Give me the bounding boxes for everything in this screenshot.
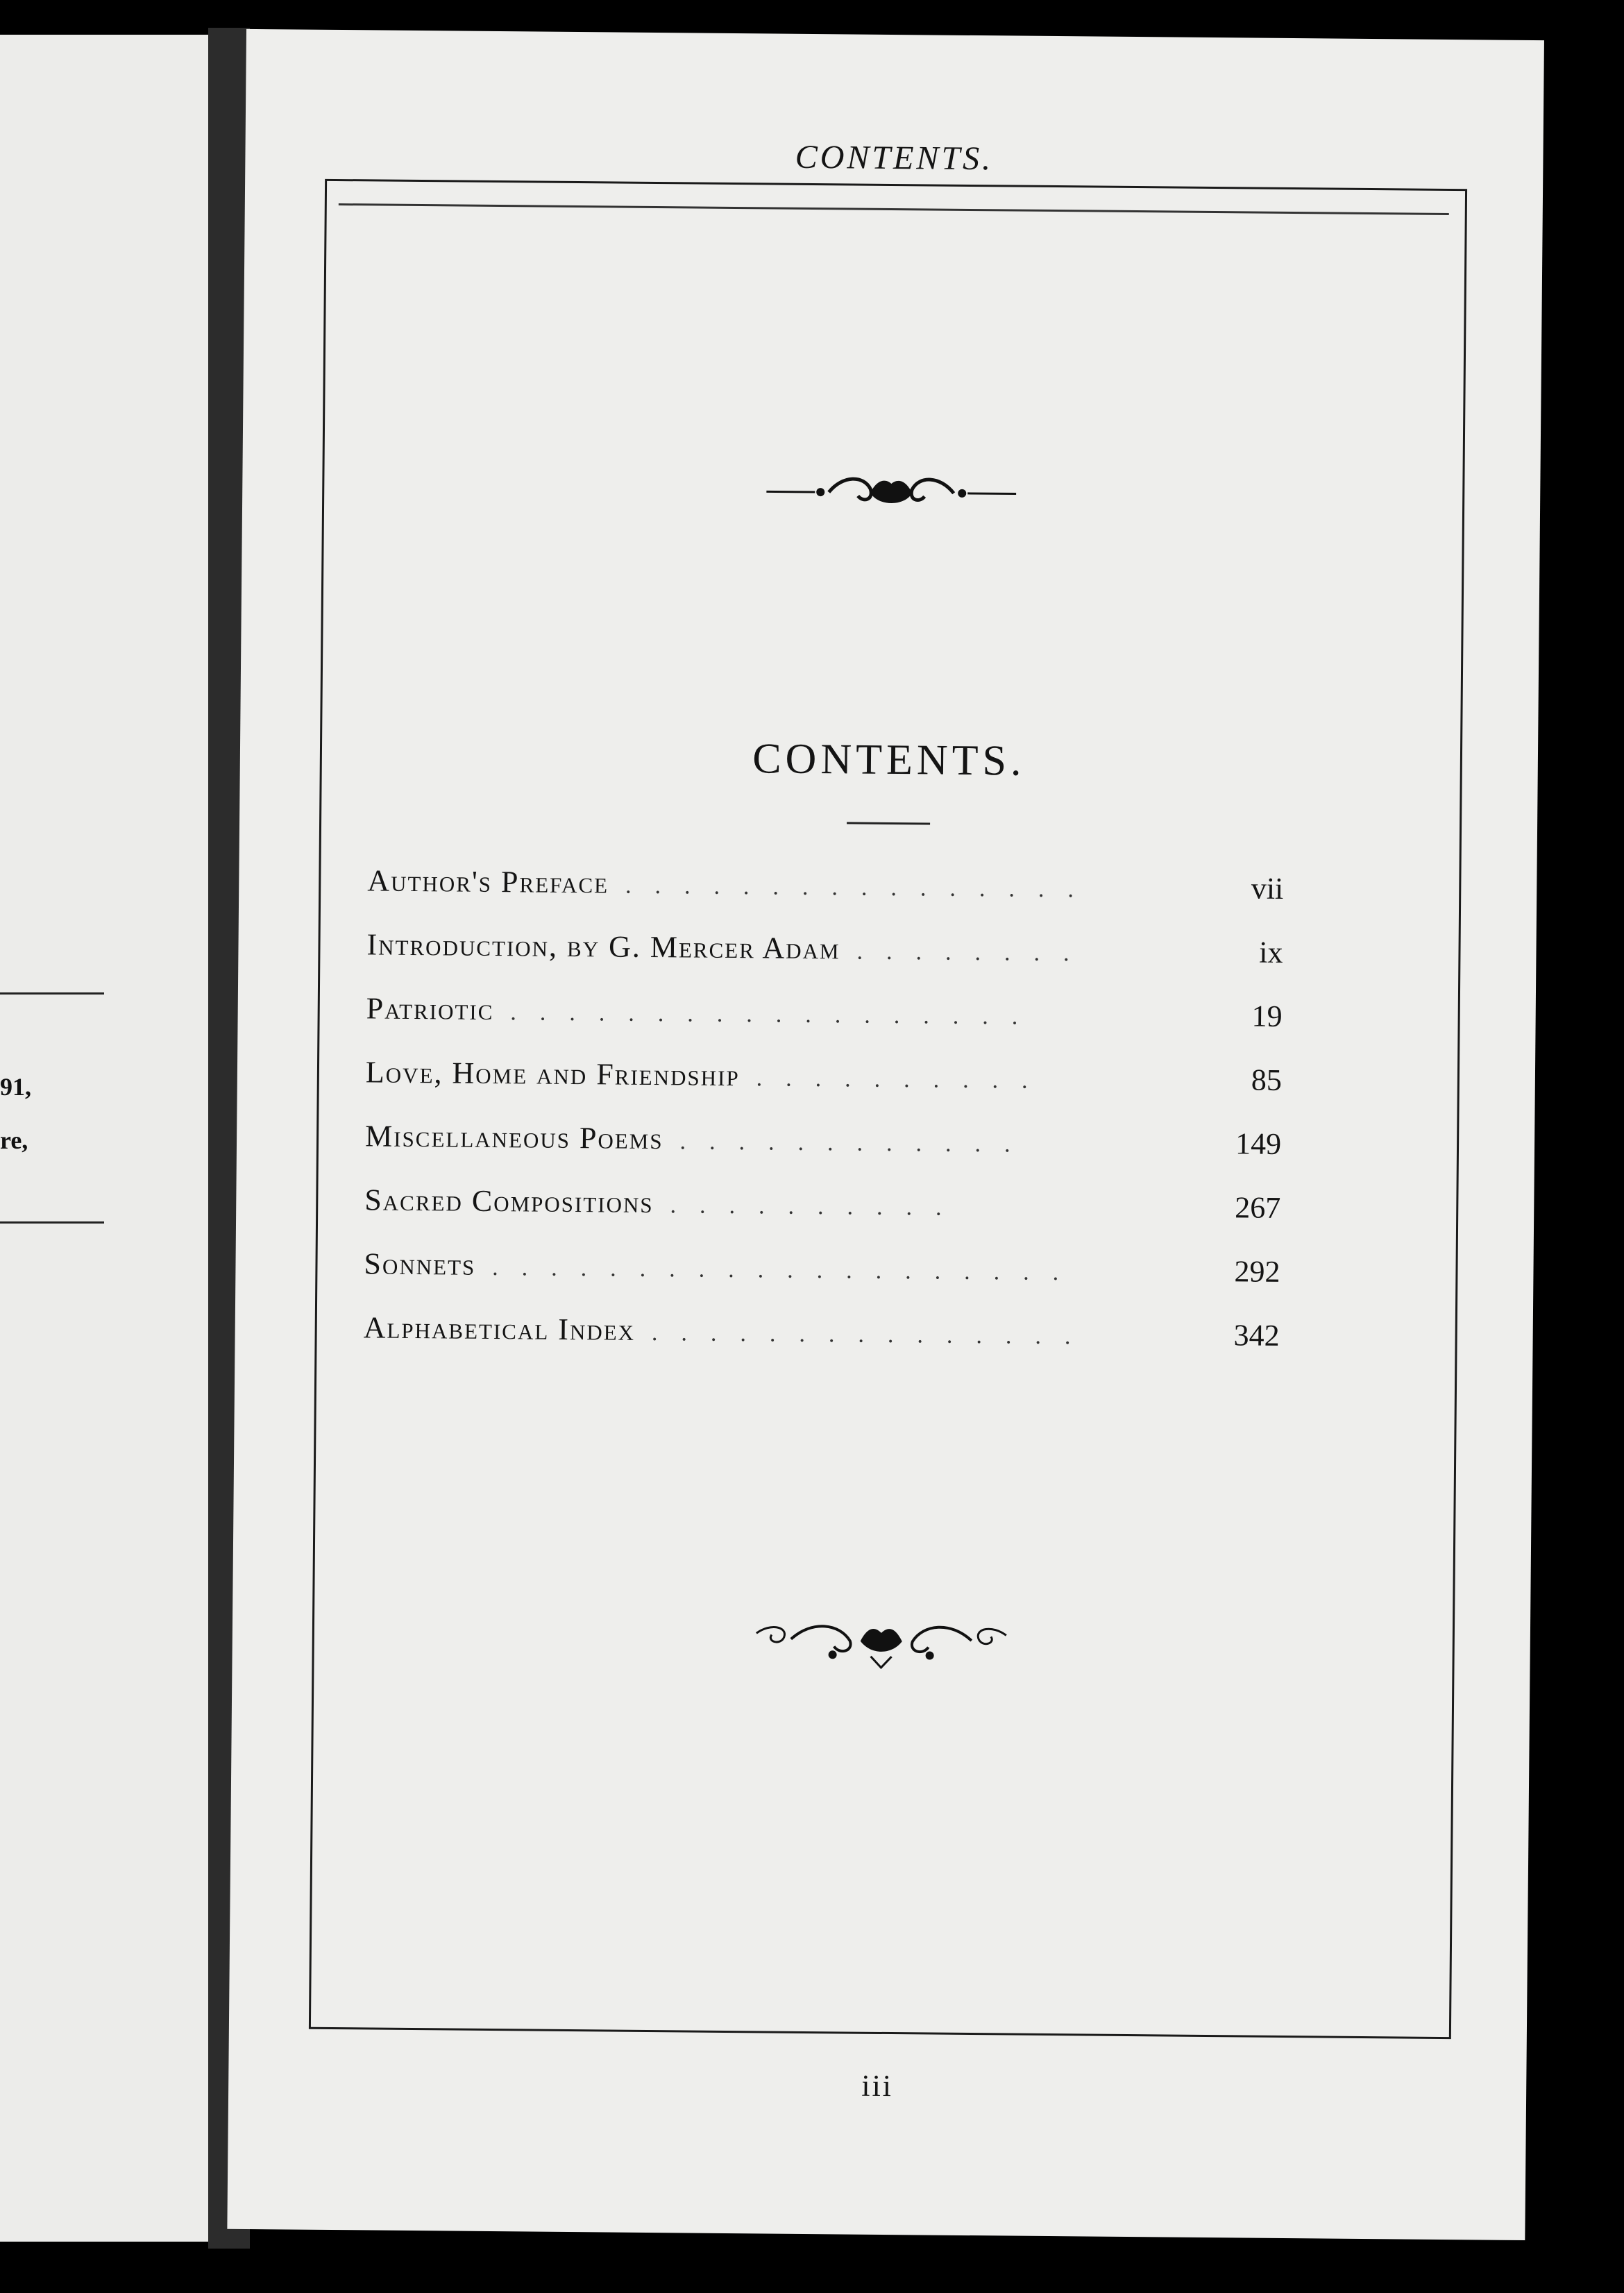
- facing-page: [0, 35, 208, 2242]
- toc-entry-leader: ..........: [670, 1192, 965, 1221]
- toc-entry-leader: ........: [856, 938, 1093, 967]
- toc-entry: [365, 1118, 1282, 1190]
- toc-entry-leader: ..................: [510, 999, 1042, 1030]
- toc-entry-label: Miscellaneous Poems: [364, 1119, 663, 1156]
- toc-entry: [363, 1310, 1280, 1382]
- toc-entry: [367, 863, 1284, 935]
- toc-entry-leader: ................: [625, 872, 1098, 903]
- toc-entry-label: Sacred Compositions: [364, 1183, 654, 1220]
- toc-entry-page: vii: [1251, 871, 1284, 906]
- top-ornament-icon: [766, 467, 1017, 518]
- toc-entry-leader: ...............: [651, 1320, 1094, 1350]
- facing-page-rule-bottom: [0, 1221, 104, 1224]
- toc-entry: [366, 990, 1283, 1063]
- page-number: iii: [861, 2068, 894, 2104]
- facing-page-fragment: re,: [0, 1126, 28, 1154]
- toc-entry-page: 342: [1233, 1318, 1280, 1353]
- toc-entry-page: ix: [1259, 935, 1283, 970]
- toc-entry-label: Sonnets: [364, 1246, 476, 1282]
- contents-page: [227, 29, 1544, 2240]
- bottom-ornament-icon: [749, 1612, 1013, 1670]
- toc-entry-label: Love, Home and Friendship: [365, 1055, 740, 1093]
- toc-entry-page: 19: [1251, 999, 1283, 1033]
- toc-entry-page: 149: [1235, 1126, 1282, 1161]
- toc-entry-leader: ............: [679, 1128, 1034, 1158]
- toc-entry: [366, 926, 1283, 999]
- toc-entry-label: Introduction, by G. Mercer Adam: [366, 927, 840, 966]
- running-head: CONTENTS.: [795, 138, 994, 178]
- toc-entry: [365, 1054, 1282, 1126]
- toc-entry-label: Author's Preface: [367, 863, 609, 900]
- contents-title: CONTENTS.: [752, 735, 1026, 785]
- facing-page-rule-top: [0, 992, 104, 995]
- toc-entry-label: Patriotic: [366, 991, 494, 1027]
- toc-entry: [364, 1246, 1280, 1318]
- toc-entry-page: 267: [1235, 1190, 1281, 1225]
- toc-entry: [364, 1182, 1281, 1254]
- facing-page-fragment: 91,: [0, 1073, 31, 1101]
- toc-entry-page: 292: [1234, 1254, 1280, 1289]
- toc-entry-leader: ..........: [756, 1065, 1051, 1094]
- toc-entry-label: Alphabetical Index: [363, 1310, 636, 1347]
- table-of-contents: [363, 863, 1283, 1381]
- toc-entry-page: 85: [1251, 1063, 1283, 1097]
- toc-entry-leader: ....................: [492, 1255, 1083, 1286]
